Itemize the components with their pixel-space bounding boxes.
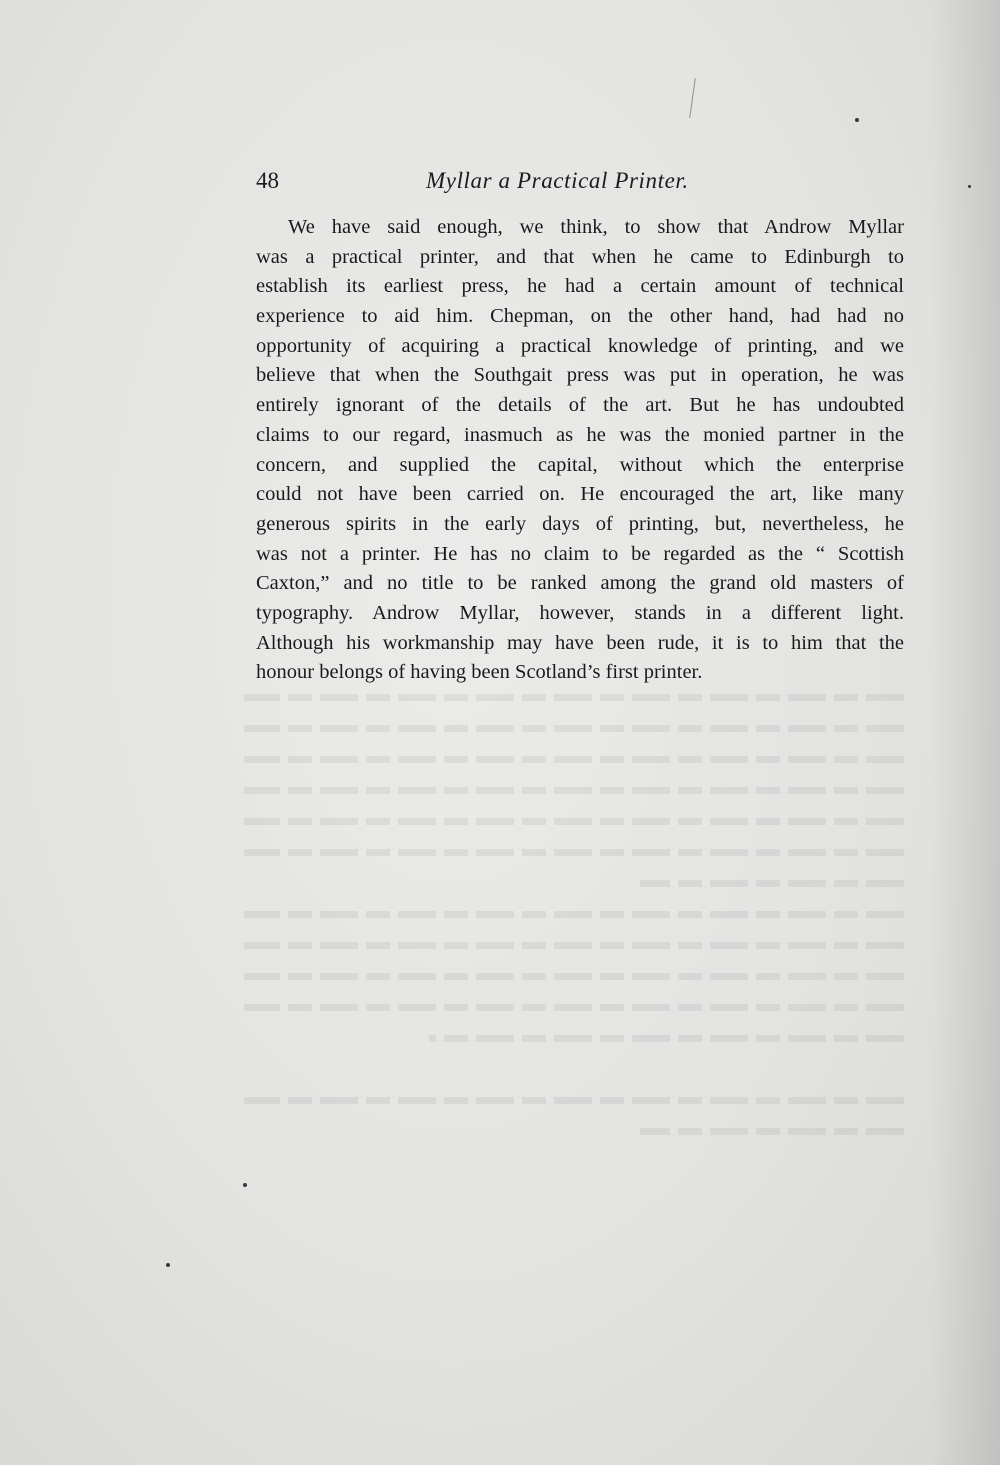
text-line: claims to our regard, inasmuch as he was the monied partner in the [256,423,904,446]
ghost-line [244,959,904,990]
running-title: Myllar a Practical Printer. [426,168,689,193]
ghost-line [244,711,904,742]
text-line: typography. Androw Myllar, however, stands in a different light. [256,601,904,624]
text-line: was not a printer. He has no claim to be regarded as the “ Scottish [256,542,904,565]
text-line: believe that when the Southgait press was put in operation, he was [256,364,904,387]
ghost-line [640,1114,904,1145]
text-line: establish its earliest press, he had a certain amount of technical [256,275,904,298]
ghost-line [640,866,904,897]
text-line: We have said enough, we think, to show that Androw Myllar [288,216,904,238]
ghost-line [244,1083,904,1114]
ghost-line [244,928,904,959]
text-line: was a practical printer, and that when he came to Edinburgh to [256,245,904,268]
page-number: 48 [256,168,279,193]
paper-speck [243,1183,247,1187]
text-line: honour belongs of having been Scotland’s first printer. [256,661,703,684]
ghost-line [244,835,904,866]
body-paragraph [256,213,904,688]
text-line: entirely ignorant of the details of the art. But he has undoubted [256,394,904,417]
ghost-line [244,742,904,773]
text-line: could not have been carried on. He encouraged the art, like many [256,483,904,506]
ghost-line [244,680,904,711]
ghost-line [244,897,904,928]
ghost-line [244,773,904,804]
ghost-line [244,804,904,835]
paper-speck [855,118,859,122]
ghost-line [429,1021,904,1052]
paper-speck [166,1263,170,1267]
text-line: generous spirits in the early days of printing, but, nevertheless, he [256,512,904,535]
ghost-line [244,1052,904,1083]
reverse-side-show-through [244,680,904,1140]
paper-mark [689,78,696,118]
paper-speck [968,185,971,188]
running-head [256,168,904,202]
text-line: experience to aid him. Chepman, on the other hand, had had no [256,305,904,328]
text-line: Caxton,” and no title to be ranked among the grand old masters of [256,572,904,595]
ghost-line [244,990,904,1021]
text-line: Although his workmanship may have been rude, it is to him that the [256,631,904,654]
text-line: concern, and supplied the capital, without which the enterprise [256,453,904,476]
text-line: opportunity of acquiring a practical knowledge of printing, and we [256,334,904,357]
